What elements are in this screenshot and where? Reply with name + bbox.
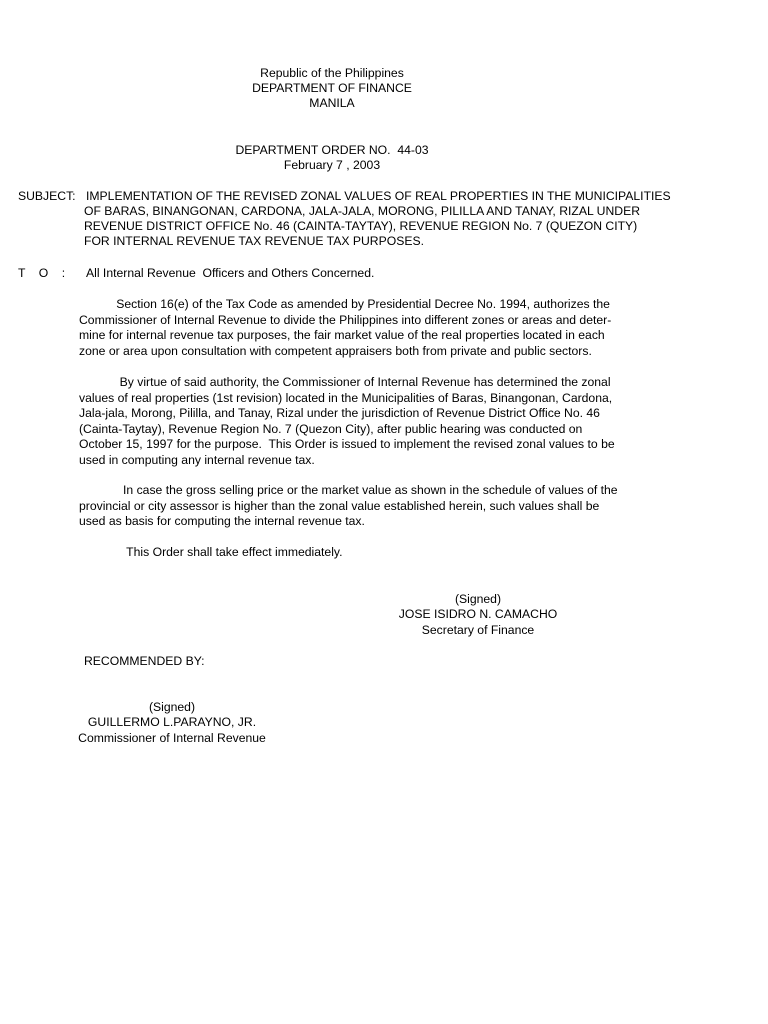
header-city: MANILA	[309, 96, 355, 110]
order-number: DEPARTMENT ORDER NO. 44-03	[235, 143, 429, 157]
paragraph-line: (Cainta-Taytay), Revenue Region No. 7 (Quezon City), after public hearing was conducted on	[79, 421, 583, 436]
recommended-label: RECOMMENDED BY:	[84, 654, 205, 668]
paragraph-line: zone or area upon consultation with competent appraisers both from private and public sectors.	[79, 343, 592, 358]
recommender-title: Commissioner of Internal Revenue	[78, 731, 266, 745]
paragraph-line: Section 16(e) of the Tax Code as amended by Presidential Decree No. 1994, authorizes the	[79, 297, 610, 311]
paragraph-line: In case the gross selling price or the market value as shown in the schedule of values of the	[79, 483, 618, 497]
signatory-title: Secretary of Finance	[421, 623, 535, 637]
to-value: All Internal Revenue Officers and Others Concerned.	[86, 266, 375, 280]
subject-line: IMPLEMENTATION OF THE REVISED ZONAL VALUES OF REAL PROPERTIES IN THE MUNICIPALITIES	[86, 189, 671, 203]
subject-label: SUBJECT:	[18, 189, 76, 203]
signatory-name: JOSE ISIDRO N. CAMACHO	[398, 607, 558, 621]
header-republic: Republic of the Philippines	[260, 66, 404, 80]
paragraph-line: By virtue of said authority, the Commissioner of Internal Revenue has determined the zonal	[79, 375, 611, 389]
signed-mark: (Signed)	[454, 592, 502, 606]
order-date: February 7 , 2003	[283, 158, 381, 172]
recommender-name: GUILLERMO L.PARAYNO, JR.	[87, 715, 257, 729]
paragraph-line: used in computing any internal revenue tax.	[79, 452, 315, 467]
to-label: T O :	[18, 266, 66, 280]
subject-line: FOR INTERNAL REVENUE TAX REVENUE TAX PURPOSES.	[84, 234, 424, 248]
body-paragraph	[79, 375, 615, 468]
paragraph-line: used as basis for computing the internal revenue tax.	[79, 514, 365, 528]
body-paragraph	[79, 483, 618, 530]
subject-line: OF BARAS, BINANGONAN, CARDONA, JALA-JALA, MORONG, PILILLA AND TANAY, RIZAL UNDER	[84, 204, 641, 218]
paragraph-line: mine for internal revenue tax purposes, the fair market value of the real properties located in each	[79, 328, 605, 342]
paragraph-line: Jala-jala, Morong, Pililla, and Tanay, Rizal under the jurisdiction of Revenue District Office No. 46	[79, 406, 600, 420]
recommended-signed-mark: (Signed)	[148, 700, 196, 714]
paragraph-line: Commissioner of Internal Revenue to divide the Philippines into different zones or areas and deter-	[79, 312, 612, 327]
body-paragraph	[79, 297, 611, 359]
subject-line: REVENUE DISTRICT OFFICE No. 46 (CAINTA-TAYTAY), REVENUE REGION No. 7 (QUEZON CITY)	[84, 219, 638, 233]
paragraph-line: provincial or city assessor is higher than the zonal value established herein, such values shall be	[79, 498, 600, 513]
paragraph-line: values of real properties (1st revision) located in the Municipalities of Baras, Binangonan, Cardona,	[79, 390, 613, 405]
body-paragraph	[79, 545, 342, 561]
paragraph-line: October 15, 1997 for the purpose. This Order is issued to implement the revised zonal values to be	[79, 437, 615, 451]
header-department: DEPARTMENT OF FINANCE	[252, 81, 412, 95]
paragraph-line: This Order shall take effect immediately.	[79, 545, 343, 559]
